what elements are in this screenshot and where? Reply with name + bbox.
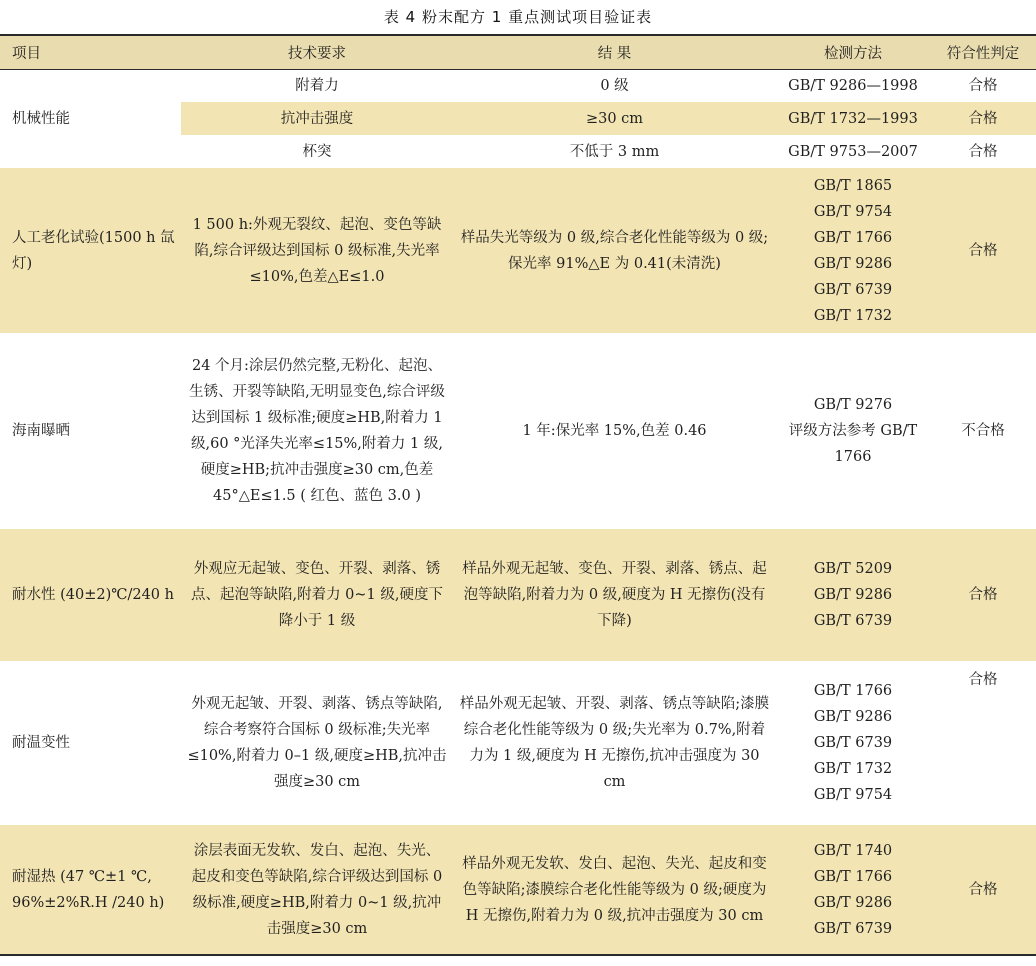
cell-requirement: 杯突	[181, 135, 453, 168]
cell-requirement: 外观应无起皱、变色、开裂、剥落、锈点、起泡等缺陷,附着力 0~1 级,硬度下降小于 1 级	[190, 561, 444, 629]
method-line: 评级方法参考 GB/T 1766	[788, 423, 918, 465]
method-line: GB/T 9286	[813, 709, 893, 725]
row-label-mechanical: 机械性能	[0, 69, 181, 168]
cell-requirement: 1 500 h:外观无裂纹、起泡、变色等缺陷,综合评级达到国标 0 级标准,失光率≤10%,色差△E≤1.0	[192, 216, 442, 285]
header-row	[0, 35, 1036, 69]
method-line: GB/T 1766	[813, 229, 893, 246]
cell-result: 样品外观无发软、发白、起泡、失光、起皮和变色等缺陷;漆膜综合老化性能等级为 0 级;硬度为 H 无擦伤,附着力为 0 级,抗冲击强度为 30 cm	[453, 825, 776, 955]
cell-result: 不低于 3 mm	[453, 135, 776, 168]
row-label-hainan: 海南曝晒	[12, 423, 70, 439]
row-label-aging: 人工老化试验(1500 h 氙灯)	[12, 229, 175, 272]
row-label-water: 耐水性 (40±2)℃/240 h	[12, 587, 174, 603]
row-label-damp-heat: 耐湿热 (47 ℃±1 ℃, 96%±2%R.H /240 h)	[0, 825, 181, 955]
cell-result: 0 级	[453, 69, 776, 102]
verification-table	[0, 34, 1036, 956]
method-line: GB/T 9276	[813, 397, 893, 413]
cell-requirement: 24 个月:涂层仍然完整,无粉化、起泡、生锈、开裂等缺陷,无明显变色,综合评级达到国标 1 级标准;硬度≥HB,附着力 1 级,60 °光泽失光率≤15%,附着力 1 级,硬度≥HB;抗冲击强度≥30 cm,色差 45°△E≤1.5 ( 红色、蓝色 3.0 )	[189, 358, 445, 504]
method-line: GB/T 9754	[813, 787, 893, 803]
cell-verdict: 合格	[930, 825, 1036, 955]
method-line: GB/T 1732	[813, 761, 893, 777]
cell-requirement: 涂层表面无发软、发白、起泡、失光、起皮和变色等缺陷,综合评级达到国标 0 级标准,硬度≥HB,附着力 0~1 级,抗冲击强度≥30 cm	[181, 825, 453, 955]
cell-method: GB/T 9753—2007	[776, 135, 930, 168]
cell-method	[776, 333, 930, 529]
method-line: GB/T 1732	[813, 307, 893, 324]
cell-method	[776, 168, 930, 333]
method-line: GB/T 9286	[813, 255, 893, 272]
cell-requirement: 附着力	[181, 69, 453, 102]
header-verdict: 符合性判定	[930, 35, 1036, 69]
cell-requirement: 外观无起皱、开裂、剥落、锈点等缺陷,综合考察符合国标 0 级标准;失光率≤10%,附着力 0–1 级,硬度≥HB,抗冲击强度≥30 cm	[187, 696, 447, 790]
cell-method: GB/T 9286—1998	[776, 69, 930, 102]
table-row	[0, 529, 1036, 661]
cell-method	[776, 661, 930, 825]
method-line: GB/T 1865	[813, 177, 893, 194]
cell-result: 样品外观无起皱、变色、开裂、剥落、锈点、起泡等缺陷,附着力为 0 级,硬度为 H 无擦伤(没有下降)	[462, 561, 767, 629]
table-row	[0, 69, 1036, 102]
cell-result: ≥30 cm	[453, 102, 776, 135]
cell-verdict: 合格	[930, 135, 1036, 168]
cell-verdict: 合格	[930, 102, 1036, 135]
method-line: GB/T 1766	[813, 868, 893, 885]
method-line: GB/T 9286	[813, 587, 893, 603]
table-caption: 表 4 粉末配方 1 重点测试项目验证表	[383, 8, 653, 26]
cell-verdict: 不合格	[961, 423, 1005, 439]
cell-verdict: 合格	[968, 587, 998, 603]
cell-verdict: 合格	[968, 242, 998, 259]
cell-verdict: 合格	[968, 672, 998, 688]
cell-method	[776, 825, 930, 955]
table-row	[0, 168, 1036, 333]
cell-method: GB/T 1732—1993	[776, 102, 930, 135]
cell-verdict: 合格	[930, 69, 1036, 102]
method-line: GB/T 1766	[813, 683, 893, 699]
cell-result: 样品外观无起皱、开裂、剥落、锈点等缺陷;漆膜综合老化性能等级为 0 级;失光率为 0.7%,附着力为 1 级,硬度为 H 无擦伤,抗冲击强度为 30 cm	[459, 696, 770, 790]
header-requirement: 技术要求	[181, 35, 453, 69]
method-line: GB/T 9754	[813, 203, 893, 220]
method-line: GB/T 6739	[813, 281, 893, 298]
method-line: GB/T 9286	[813, 894, 893, 911]
row-label-temperature: 耐温变性	[12, 735, 70, 751]
method-line: GB/T 6739	[813, 613, 893, 629]
table-row	[0, 333, 1036, 529]
cell-result: 1 年:保光率 15%,色差 0.46	[522, 423, 707, 439]
header-item: 项目	[0, 35, 181, 69]
cell-requirement: 抗冲击强度	[181, 102, 453, 135]
header-method: 检测方法	[776, 35, 930, 69]
table-row	[0, 661, 1036, 825]
method-line: GB/T 5209	[813, 561, 893, 577]
method-line: GB/T 6739	[813, 920, 893, 937]
method-line: GB/T 1740	[813, 842, 893, 859]
cell-result: 样品失光等级为 0 级,综合老化性能等级为 0 级;保光率 91%△E 为 0.41(未清洗)	[460, 229, 769, 272]
cell-method	[776, 529, 930, 661]
table-row	[0, 825, 1036, 955]
header-result: 结 果	[453, 35, 776, 69]
method-line: GB/T 6739	[813, 735, 893, 751]
